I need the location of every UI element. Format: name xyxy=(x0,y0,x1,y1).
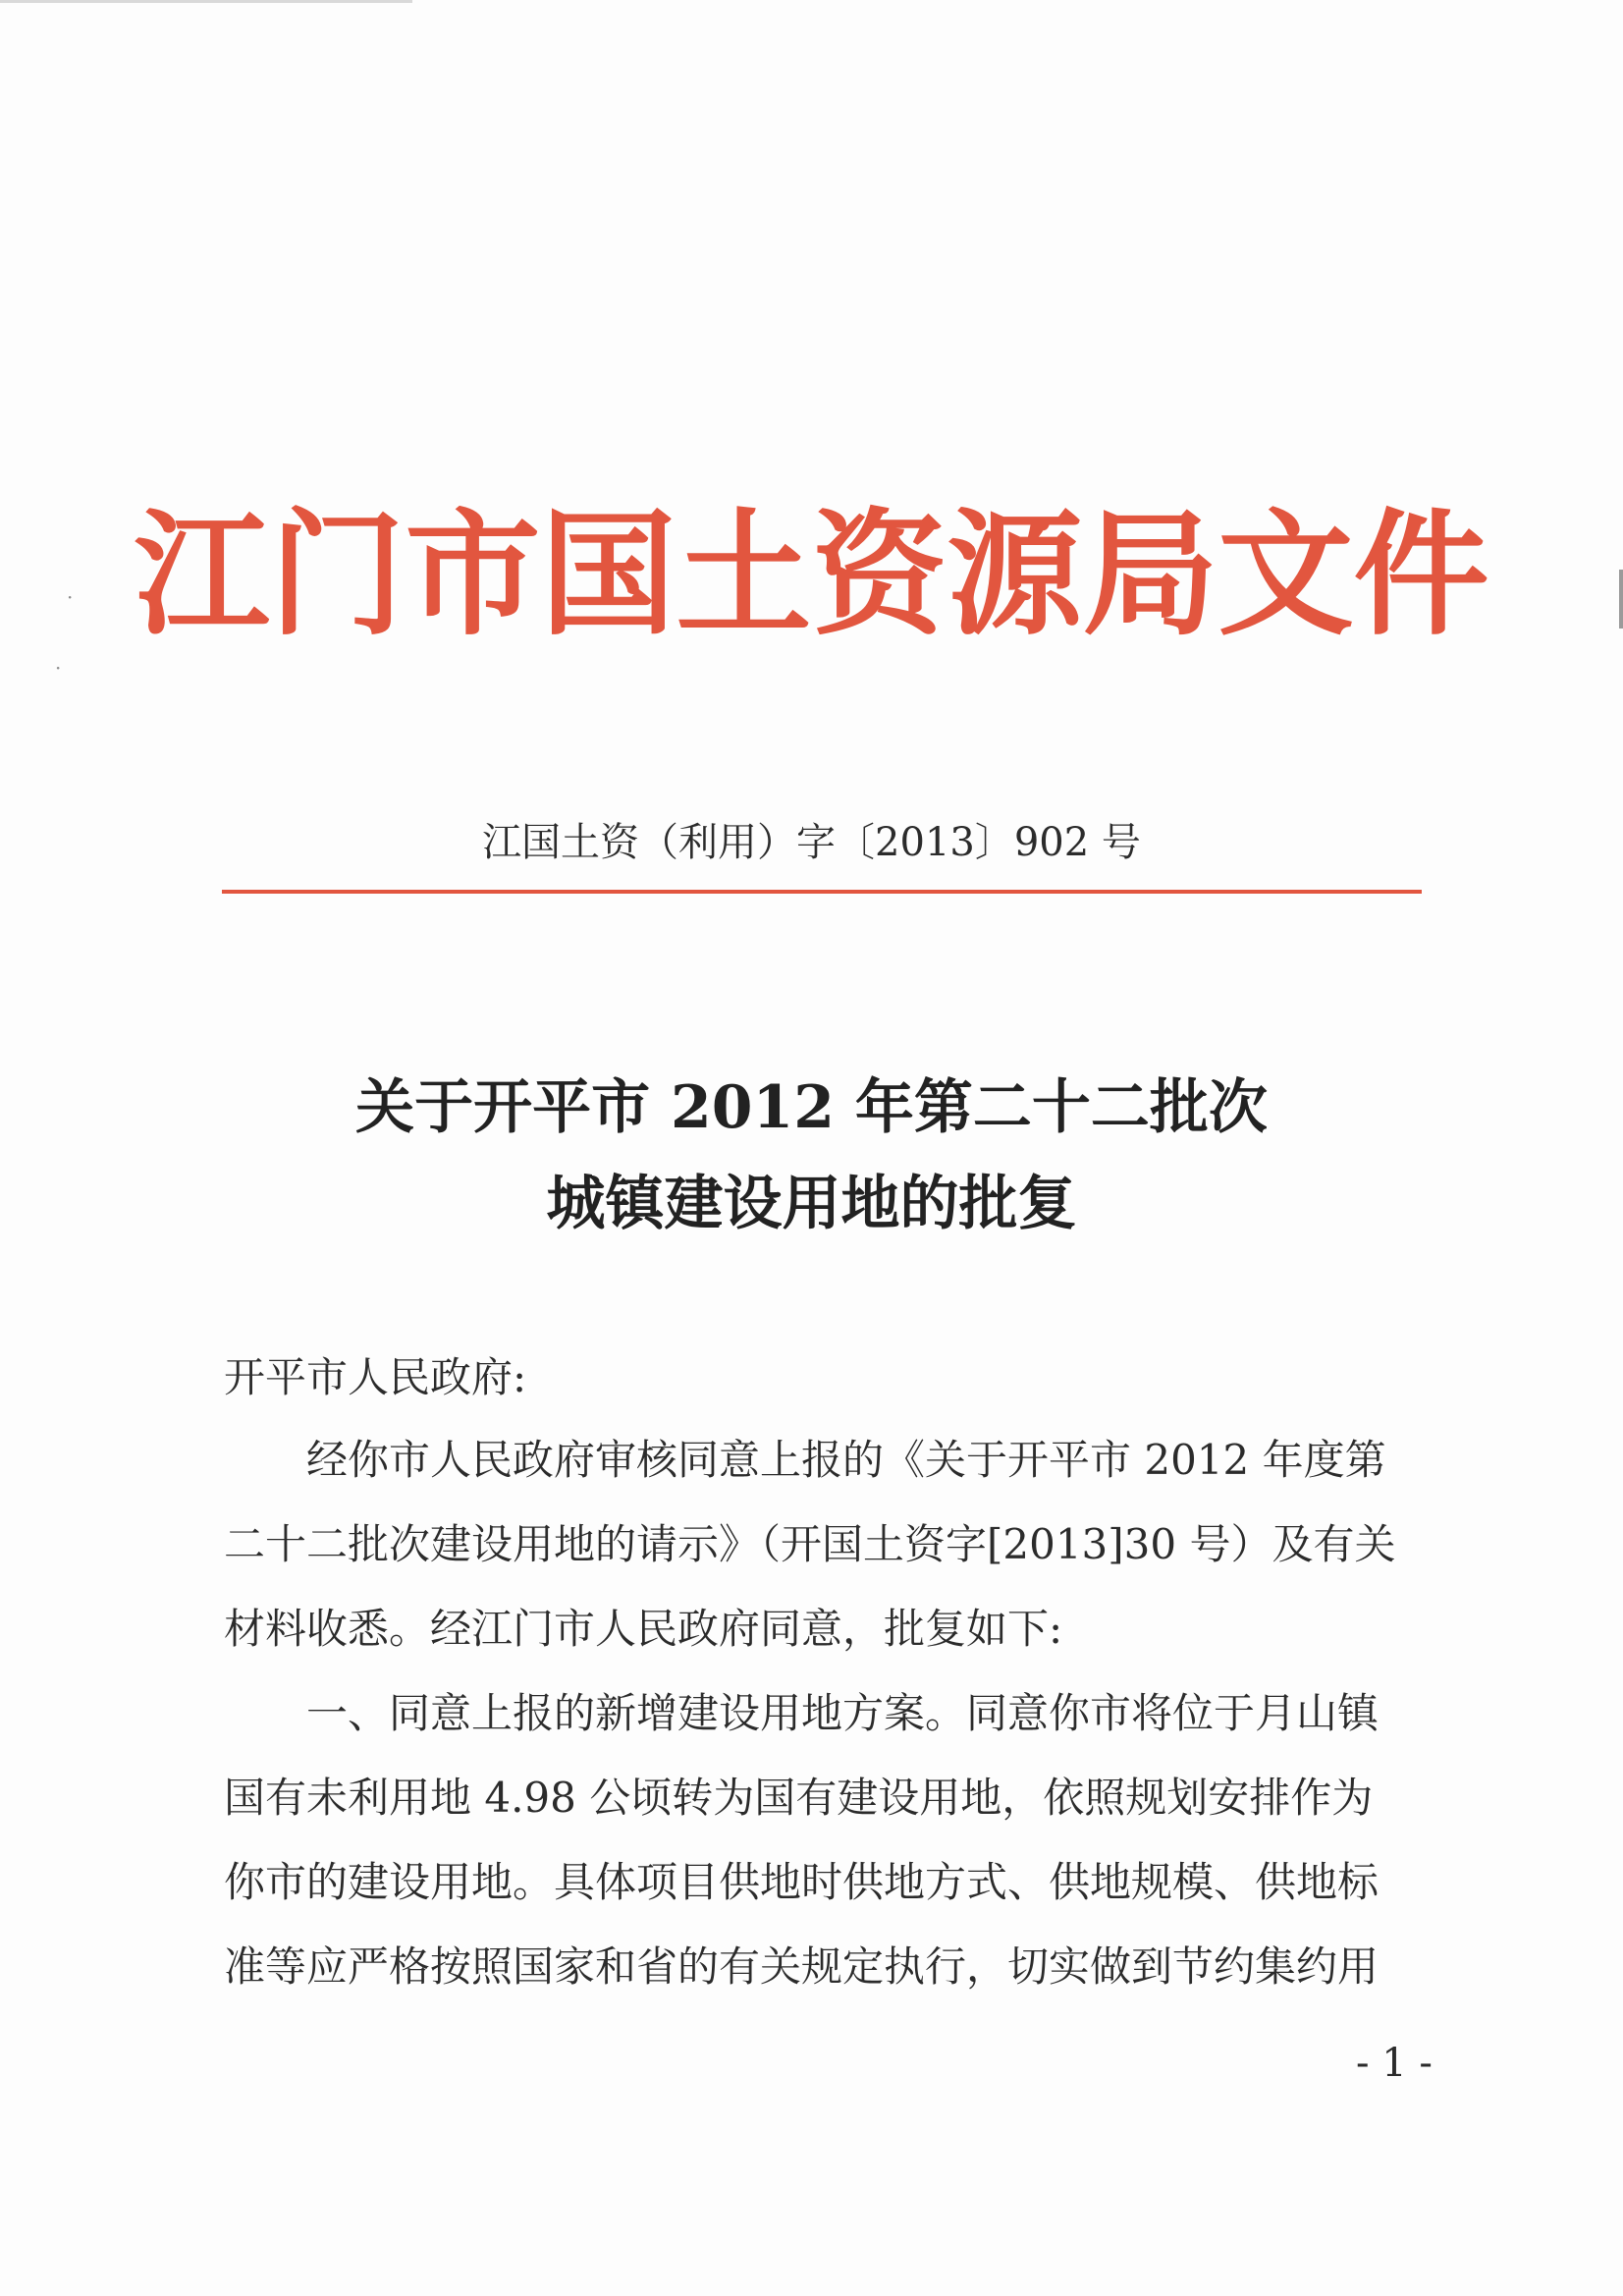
body-line-5: 国有未利用地 4.98 公顷转为国有建设用地，依照规划安排作为 xyxy=(224,1774,1374,1822)
body-line-3: 材料收悉。经江门市人民政府同意，批复如下: xyxy=(224,1605,1063,1653)
page-number: - 1 - xyxy=(1356,2041,1433,2086)
letterhead-divider xyxy=(222,890,1422,894)
document-title-line-2: 城镇建设用地的批复 xyxy=(546,1170,1077,1238)
letterhead-title: 江门市国土资源局文件 xyxy=(134,494,1489,654)
document-number: 江国土资（利用）字〔2013〕902 号 xyxy=(482,820,1141,865)
scan-speck: · xyxy=(67,585,74,609)
scan-speck: · xyxy=(55,656,62,680)
body-line-2: 二十二批次建设用地的请示》（开国土资字[2013]30 号）及有关 xyxy=(224,1520,1396,1568)
scan-edge-top xyxy=(0,0,412,3)
salutation: 开平市人民政府: xyxy=(224,1353,527,1401)
document-title-line-1: 关于开平市 2012 年第二十二批次 xyxy=(355,1073,1268,1142)
body-line-7: 准等应严格按照国家和省的有关规定执行，切实做到节约集约用 xyxy=(224,1942,1380,1991)
body-line-4: 一、同意上报的新增建设用地方案。同意你市将位于月山镇 xyxy=(224,1689,1380,1737)
body-line-6: 你市的建设用地。具体项目供地时供地方式、供地规模、供地标 xyxy=(224,1858,1380,1906)
body-line-1: 经你市人民政府审核同意上报的《关于开平市 2012 年度第 xyxy=(224,1436,1386,1484)
